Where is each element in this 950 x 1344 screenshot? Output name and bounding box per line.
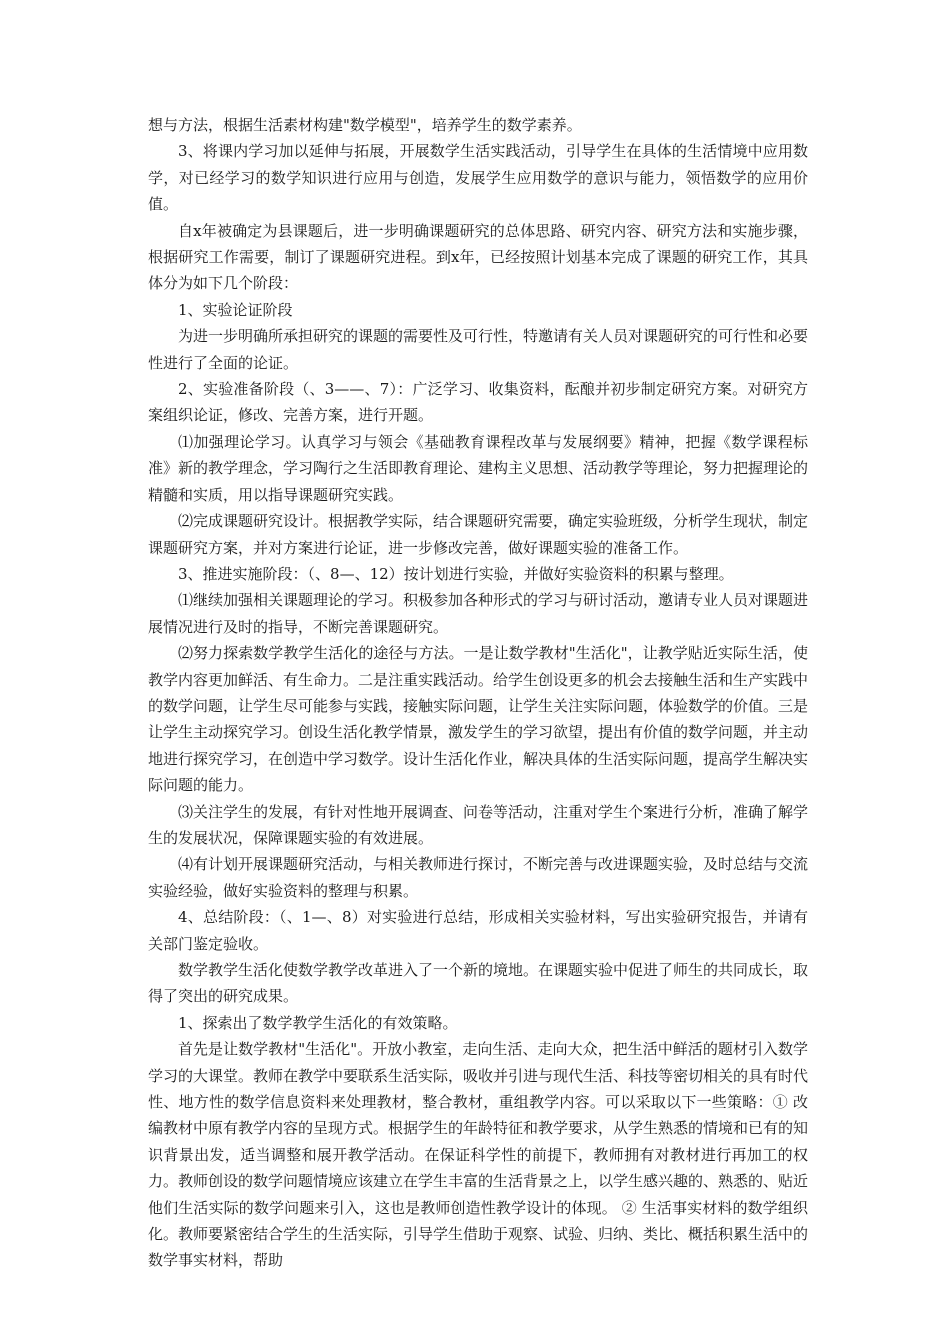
- paragraph-stage-3-item-2: ⑵努力探索数学教学生活化的途径与方法。一是让数学教材"生活化"，让教学贴近实际生活，使教学内容更加鲜活、有生命力。二是注重实践活动。给学生创设更多的机会去接触生活和生产实践中的数学问题，让学生尽可能参与实践，接触实际问题，让学生关注实际问题，体验数学的价值。三是让学生主动探究学习。创设生活化教学情景，激发学生的学习欲望，提出有价值的数学问题，并主动地进行探究学习，在创造中学习数学。设计生活化作业，解决具体的生活实际问题，提高学生解决实际问题的能力。: [148, 644, 809, 795]
- heading-result-1: 1、探索出了数学教学生活化的有效策略。: [178, 1013, 458, 1032]
- heading-stage-3: 3、推进实施阶段：（、8—、12）按计划进行实验，并做好实验资料的积累与整理。: [178, 564, 734, 583]
- paragraph-results-intro: 数学教学生活化使数学教学改革进入了一个新的境地。在课题实验中促进了师生的共同成长，取得了突出的研究成果。: [148, 961, 809, 1006]
- paragraph-objective-3: 3、将课内学习加以延伸与拓展，开展数学生活实践活动，引导学生在具体的生活情境中应用数学，对已经学习的数学知识进行应用与创造，发展学生应用数学的意识与能力，领悟数学的应用价值。: [148, 142, 808, 214]
- paragraph-result-1-detail: 首先是让数学教材"生活化"。开放小教室，走向生活、走向大众，把生活中鲜活的题材引入数学学习的大课堂。教师在教学中要联系生活实际，吸收并引进与现代生活、科技等密切相关的具有时代性、地方性的数学信息资料来处理教材，整合教材，重组教学内容。可以采取以下一些策略：① 改编教材中原有教学内容的呈现方式。根据学生的年龄特征和教学要求，从学生熟悉的情境和已有的知识背景出发，适当调整和展开教学活动。在保证科学性的前提下，教师拥有对教材进行再加工的权力。教师创设的数学问题情境应该建立在学生丰富的生活背景之上，以学生感兴趣的、熟悉的、贴近他们生活实际的数学问题来引入，这也是教师创造性教学设计的体现。 ② 生活事实材料的数学组织化。教师要紧密结合学生的生活实际，引导学生借助于观察、试验、归纳、类比、概括积累生活中的数学事实材料，帮助: [148, 1040, 809, 1270]
- heading-stage-2: 2、实验准备阶段（、3——、7）：广泛学习、收集资料，酝酿并初步制定研究方案。对研究方案组织论证，修改、完善方案，进行开题。: [148, 380, 808, 425]
- paragraph-stage-2-item-1: ⑴加强理论学习。认真学习与领会《基础教育课程改革与发展纲要》精神，把握《数学课程标准》新的教学理念，学习陶行之生活即教育理论、建构主义思想、活动教学等理论，努力把握理论的精髓和实质，用以指导课题研究实践。: [148, 432, 809, 504]
- paragraph-stage-3-item-1: ⑴继续加强相关课题理论的学习。积极参加各种形式的学习与研讨活动，邀请专业人员对课题进展情况进行及时的指导，不断完善课题研究。: [148, 591, 809, 636]
- paragraph-stage-1: 为进一步明确所承担研究的课题的需要性及可行性，特邀请有关人员对课题研究的可行性和必要性进行了全面的论证。: [148, 327, 809, 372]
- paragraph-stage-3-item-4: ⑷有计划开展课题研究活动，与相关教师进行探讨，不断完善与改进课题实验，及时总结与交流实验经验，做好实验资料的整理与积累。: [148, 855, 809, 900]
- document-page: [148, 112, 808, 1274]
- heading-stage-4: 4、总结阶段：（、1—、8）对实验进行总结，形成相关实验材料，写出实验研究报告，并请有关部门鉴定验收。: [148, 908, 808, 953]
- heading-stage-1: 1、实验论证阶段: [178, 300, 293, 319]
- paragraph-research-intro: 自x年被确定为县课题后，进一步明确课题研究的总体思路、研究内容、研究方法和实施步骤，根据研究工作需要，制订了课题研究进程。到x年，已经按照计划基本完成了课题的研究工作，其具体分为如下几个阶段：: [148, 221, 808, 293]
- paragraph-stage-3-item-3: ⑶关注学生的发展，有针对性地开展调查、问卷等活动，注重对学生个案进行分析，准确了解学生的发展状况，保障课题实验的有效进展。: [148, 802, 809, 847]
- paragraph-stage-2-item-2: ⑵完成课题研究设计。根据教学实际，结合课题研究需要，确定实验班级，分析学生现状，制定课题研究方案，并对方案进行论证，进一步修改完善，做好课题实验的准备工作。: [148, 512, 809, 557]
- paragraph-continuation: 想与方法，根据生活素材构建"数学模型"，培养学生的数学素养。: [148, 116, 582, 134]
